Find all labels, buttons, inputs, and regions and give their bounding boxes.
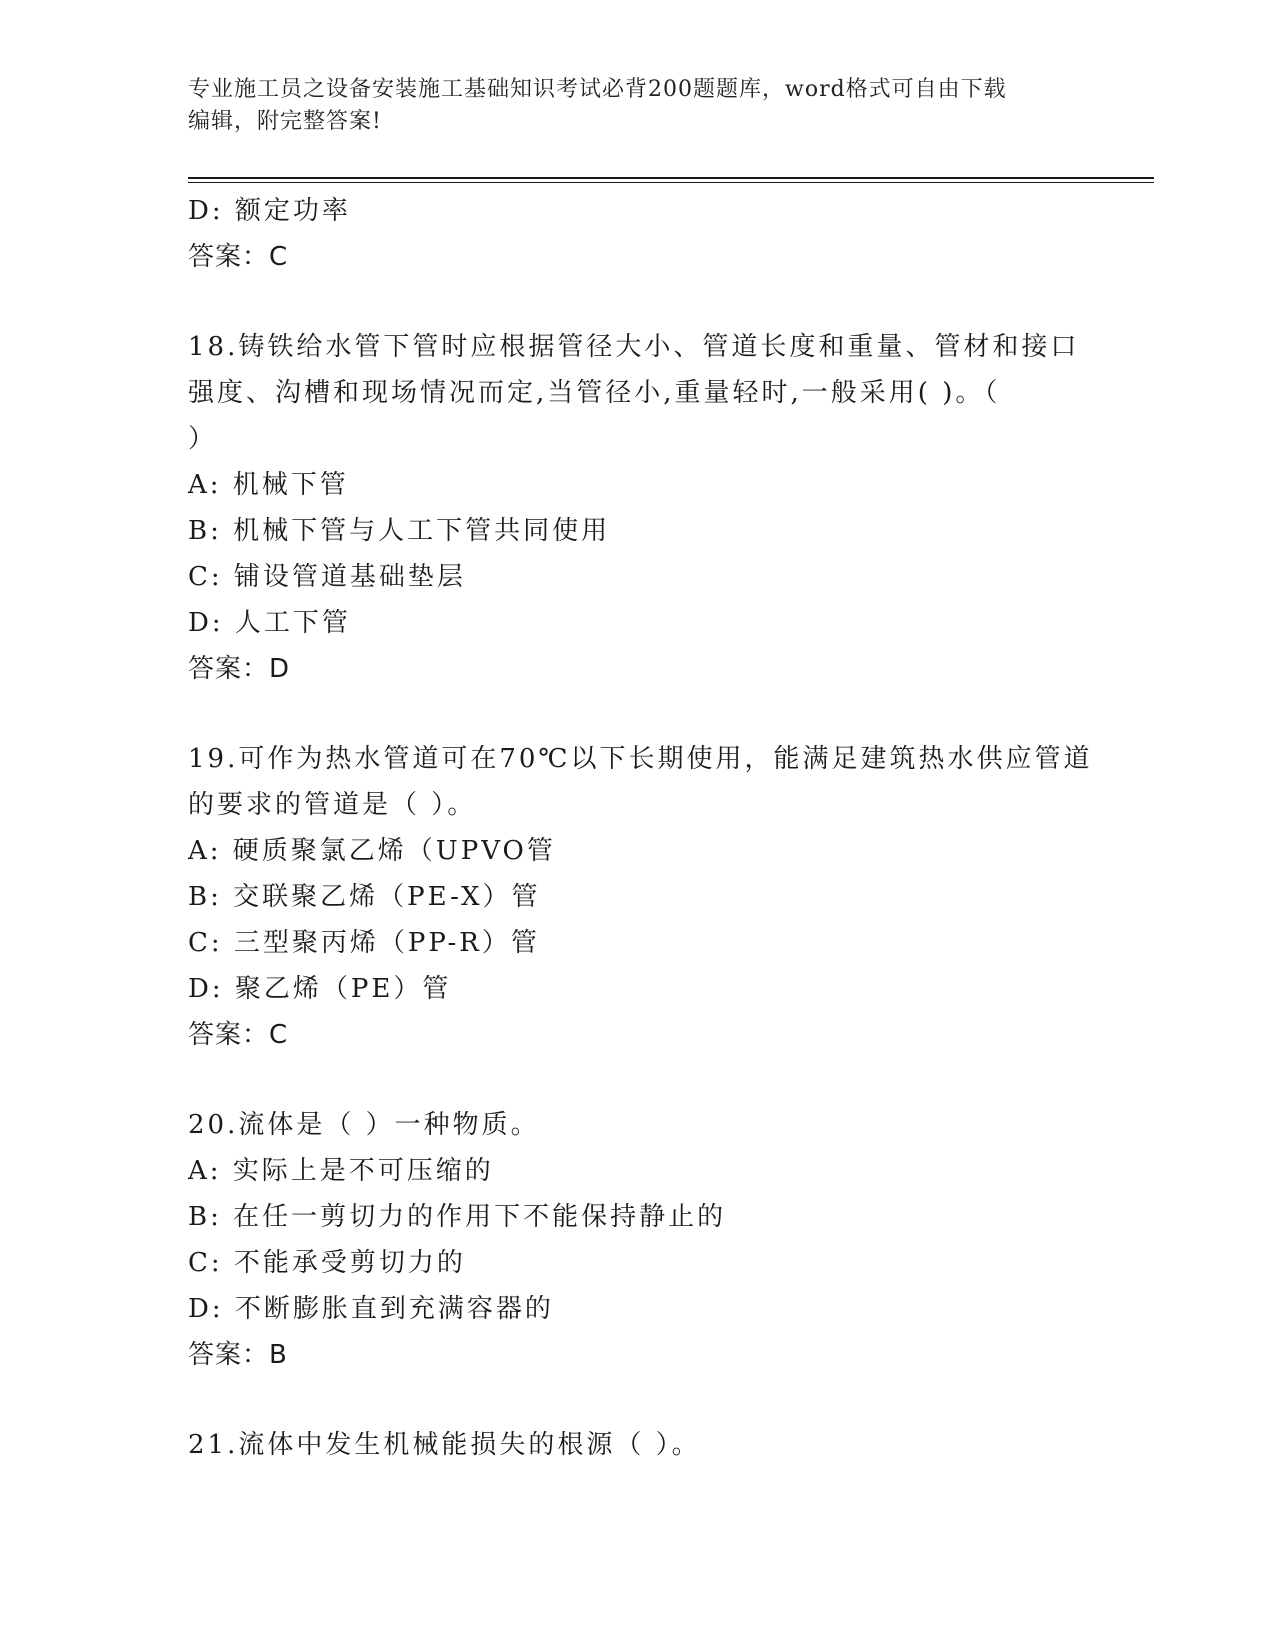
- question-stem-line: ）: [188, 424, 218, 454]
- option-b: B: 交联聚乙烯（PE-X）管: [188, 882, 541, 912]
- question-stem-line: 的要求的管道是（ ）。: [188, 790, 477, 820]
- answer-label: 答案：C: [188, 242, 289, 272]
- option-d: D: 额定功率: [188, 196, 351, 226]
- header-divider-thin: [188, 182, 1154, 183]
- question-stem-line: 18.铸铁给水管下管时应根据管径大小、管道长度和重量、管材和接口: [188, 332, 1080, 362]
- option-c: C: 铺设管道基础垫层: [188, 562, 466, 592]
- page-header: [188, 74, 1088, 138]
- answer-label: 答案：D: [188, 654, 291, 684]
- option-b: B: 在任一剪切力的作用下不能保持静止的: [188, 1202, 727, 1232]
- option-c: C: 三型聚丙烯（PP-R）管: [188, 928, 540, 958]
- option-a: A: 机械下管: [188, 470, 349, 500]
- header-title-line-2: 编辑，附完整答案!: [188, 109, 382, 134]
- question-21: [188, 1422, 1128, 1468]
- question-stem-line: 强度、沟槽和现场情况而定,当管径小,重量轻时,一般采用( )。（: [188, 378, 1001, 408]
- option-b: B: 机械下管与人工下管共同使用: [188, 516, 611, 546]
- option-c: C: 不能承受剪切力的: [188, 1248, 466, 1278]
- answer-label: 答案：B: [188, 1340, 288, 1370]
- question-19: [188, 736, 1128, 1058]
- option-d: D: 聚乙烯（PE）管: [188, 974, 452, 1004]
- answer-label: 答案：C: [188, 1020, 289, 1050]
- option-d: D: 不断膨胀直到充满容器的: [188, 1294, 554, 1324]
- question-stem-line: 19.可作为热水管道可在70℃以下长期使用，能满足建筑热水供应管道: [188, 744, 1093, 774]
- question-stem-line: 21.流体中发生机械能损失的根源（ ）。: [188, 1430, 701, 1460]
- question-18: [188, 324, 1128, 692]
- header-divider-thick: [188, 177, 1154, 179]
- question-20: [188, 1102, 1128, 1378]
- option-a: A: 实际上是不可压缩的: [188, 1156, 494, 1186]
- header-title-line-1: 专业施工员之设备安装施工基础知识考试必背200题题库，word格式可自由下载: [188, 77, 1007, 102]
- question-stem-line: 20.流体是（ ）一种物质。: [188, 1110, 540, 1140]
- option-a: A: 硬质聚氯乙烯（UPVO管: [188, 836, 556, 866]
- question-list: [188, 188, 1128, 1468]
- option-d: D: 人工下管: [188, 608, 351, 638]
